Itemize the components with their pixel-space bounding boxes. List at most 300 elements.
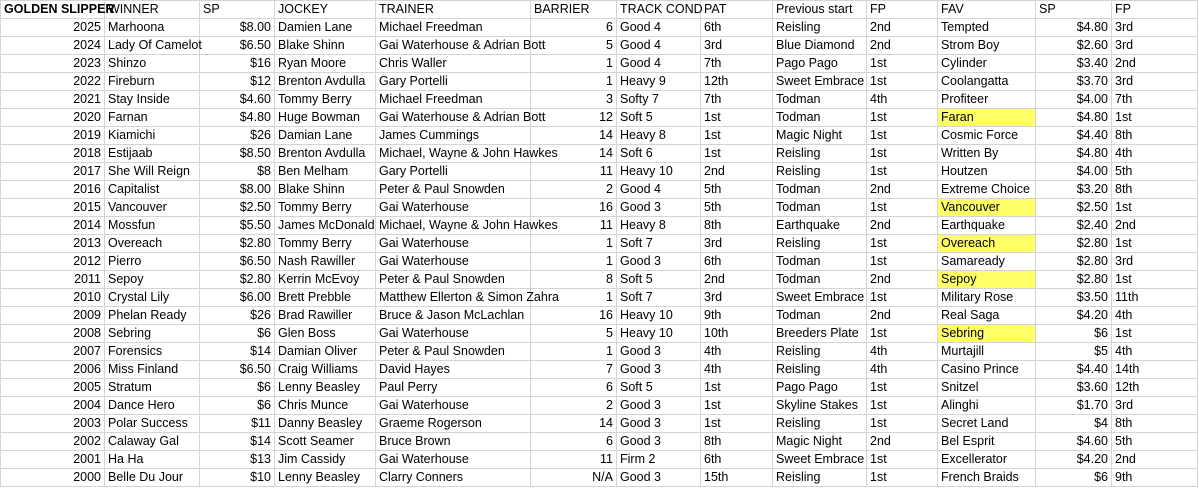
- header-fp[interactable]: FP: [867, 1, 938, 19]
- cell-fp[interactable]: 1st: [867, 235, 938, 253]
- cell-year[interactable]: 2009: [1, 307, 105, 325]
- cell-fp[interactable]: 1st: [867, 145, 938, 163]
- cell-fav-fp[interactable]: 7th: [1112, 91, 1198, 109]
- cell-fav-fp[interactable]: 1st: [1112, 325, 1198, 343]
- cell-previous-start[interactable]: Todman: [773, 91, 867, 109]
- cell-jockey[interactable]: Nash Rawiller: [275, 253, 376, 271]
- cell-trainer[interactable]: Michael Freedman: [376, 19, 531, 37]
- cell-previous-start[interactable]: Todman: [773, 307, 867, 325]
- cell-winner[interactable]: Pierro: [105, 253, 200, 271]
- cell-fav[interactable]: Written By: [938, 145, 1036, 163]
- cell-fav[interactable]: Murtajill: [938, 343, 1036, 361]
- cell-year[interactable]: 2020: [1, 109, 105, 127]
- cell-fp[interactable]: 1st: [867, 109, 938, 127]
- header-fav-fp[interactable]: FP: [1112, 1, 1198, 19]
- header-sp[interactable]: SP: [200, 1, 275, 19]
- cell-pat[interactable]: 1st: [701, 127, 773, 145]
- cell-winner[interactable]: Fireburn: [105, 73, 200, 91]
- cell-winner[interactable]: Mossfun: [105, 217, 200, 235]
- cell-trainer[interactable]: Michael, Wayne & John Hawkes: [376, 145, 531, 163]
- cell-fav[interactable]: Earthquake: [938, 217, 1036, 235]
- cell-pat[interactable]: 12th: [701, 73, 773, 91]
- cell-fp[interactable]: 2nd: [867, 19, 938, 37]
- cell-track-cond[interactable]: Good 3: [617, 343, 701, 361]
- header-previous-start[interactable]: Previous start: [773, 1, 867, 19]
- cell-barrier[interactable]: 11: [531, 451, 617, 469]
- cell-fp[interactable]: 4th: [867, 91, 938, 109]
- cell-winner[interactable]: Kiamichi: [105, 127, 200, 145]
- cell-winner[interactable]: Lady Of Camelot: [105, 37, 200, 55]
- cell-winner[interactable]: Phelan Ready: [105, 307, 200, 325]
- cell-fav-sp[interactable]: $3.60: [1036, 379, 1112, 397]
- cell-barrier[interactable]: 7: [531, 361, 617, 379]
- cell-track-cond[interactable]: Heavy 8: [617, 217, 701, 235]
- cell-fav[interactable]: Military Rose: [938, 289, 1036, 307]
- cell-fav[interactable]: Sepoy: [938, 271, 1036, 289]
- cell-barrier[interactable]: 11: [531, 163, 617, 181]
- cell-fav[interactable]: Alinghi: [938, 397, 1036, 415]
- header-fav[interactable]: FAV: [938, 1, 1036, 19]
- cell-fp[interactable]: 1st: [867, 325, 938, 343]
- cell-sp[interactable]: $6: [200, 397, 275, 415]
- cell-trainer[interactable]: Michael, Wayne & John Hawkes: [376, 217, 531, 235]
- cell-pat[interactable]: 1st: [701, 145, 773, 163]
- cell-trainer[interactable]: James Cummings: [376, 127, 531, 145]
- cell-year[interactable]: 2023: [1, 55, 105, 73]
- cell-fav[interactable]: Houtzen: [938, 163, 1036, 181]
- cell-year[interactable]: 2007: [1, 343, 105, 361]
- cell-trainer[interactable]: Bruce Brown: [376, 433, 531, 451]
- cell-year[interactable]: 2001: [1, 451, 105, 469]
- cell-jockey[interactable]: Jim Cassidy: [275, 451, 376, 469]
- cell-year[interactable]: 2011: [1, 271, 105, 289]
- cell-trainer[interactable]: Gary Portelli: [376, 163, 531, 181]
- cell-fav-sp[interactable]: $6: [1036, 469, 1112, 487]
- cell-track-cond[interactable]: Soft 7: [617, 235, 701, 253]
- cell-track-cond[interactable]: Good 3: [617, 361, 701, 379]
- cell-barrier[interactable]: 2: [531, 181, 617, 199]
- cell-track-cond[interactable]: Good 3: [617, 253, 701, 271]
- cell-winner[interactable]: Ha Ha: [105, 451, 200, 469]
- cell-winner[interactable]: Vancouver: [105, 199, 200, 217]
- cell-fp[interactable]: 1st: [867, 73, 938, 91]
- cell-fav[interactable]: Faran: [938, 109, 1036, 127]
- header-jockey[interactable]: JOCKEY: [275, 1, 376, 19]
- cell-sp[interactable]: $6.50: [200, 361, 275, 379]
- cell-year[interactable]: 2021: [1, 91, 105, 109]
- cell-year[interactable]: 2003: [1, 415, 105, 433]
- cell-barrier[interactable]: 5: [531, 325, 617, 343]
- cell-jockey[interactable]: Kerrin McEvoy: [275, 271, 376, 289]
- cell-fav[interactable]: Cosmic Force: [938, 127, 1036, 145]
- cell-fp[interactable]: 1st: [867, 163, 938, 181]
- cell-trainer[interactable]: Gai Waterhouse: [376, 451, 531, 469]
- cell-trainer[interactable]: Peter & Paul Snowden: [376, 181, 531, 199]
- cell-fav[interactable]: Profiteer: [938, 91, 1036, 109]
- cell-winner[interactable]: Forensics: [105, 343, 200, 361]
- cell-year[interactable]: 2015: [1, 199, 105, 217]
- cell-previous-start[interactable]: Breeders Plate: [773, 325, 867, 343]
- cell-track-cond[interactable]: Good 3: [617, 469, 701, 487]
- cell-sp[interactable]: $2.80: [200, 271, 275, 289]
- cell-barrier[interactable]: 6: [531, 379, 617, 397]
- cell-pat[interactable]: 1st: [701, 415, 773, 433]
- cell-jockey[interactable]: Chris Munce: [275, 397, 376, 415]
- cell-pat[interactable]: 5th: [701, 181, 773, 199]
- cell-sp[interactable]: $6.50: [200, 253, 275, 271]
- cell-fav-sp[interactable]: $4.20: [1036, 307, 1112, 325]
- cell-pat[interactable]: 8th: [701, 217, 773, 235]
- cell-pat[interactable]: 6th: [701, 19, 773, 37]
- cell-jockey[interactable]: Ryan Moore: [275, 55, 376, 73]
- cell-sp[interactable]: $6: [200, 379, 275, 397]
- cell-track-cond[interactable]: Soft 5: [617, 271, 701, 289]
- cell-fp[interactable]: 1st: [867, 55, 938, 73]
- cell-pat[interactable]: 3rd: [701, 37, 773, 55]
- cell-barrier[interactable]: 8: [531, 271, 617, 289]
- cell-track-cond[interactable]: Good 3: [617, 397, 701, 415]
- cell-fav[interactable]: Cylinder: [938, 55, 1036, 73]
- cell-fav-fp[interactable]: 4th: [1112, 307, 1198, 325]
- cell-pat[interactable]: 1st: [701, 379, 773, 397]
- header-winner[interactable]: WINNER: [105, 1, 200, 19]
- cell-fav-sp[interactable]: $4.00: [1036, 91, 1112, 109]
- cell-year[interactable]: 2019: [1, 127, 105, 145]
- cell-fp[interactable]: 2nd: [867, 181, 938, 199]
- header-trainer[interactable]: TRAINER: [376, 1, 531, 19]
- cell-sp[interactable]: $6: [200, 325, 275, 343]
- cell-fav-sp[interactable]: $2.60: [1036, 37, 1112, 55]
- cell-track-cond[interactable]: Heavy 8: [617, 127, 701, 145]
- cell-fav-fp[interactable]: 3rd: [1112, 397, 1198, 415]
- cell-winner[interactable]: Miss Finland: [105, 361, 200, 379]
- cell-previous-start[interactable]: Blue Diamond: [773, 37, 867, 55]
- cell-trainer[interactable]: Matthew Ellerton & Simon Zahra: [376, 289, 531, 307]
- cell-trainer[interactable]: Gai Waterhouse: [376, 325, 531, 343]
- cell-trainer[interactable]: Gary Portelli: [376, 73, 531, 91]
- cell-trainer[interactable]: David Hayes: [376, 361, 531, 379]
- cell-fav-fp[interactable]: 3rd: [1112, 73, 1198, 91]
- cell-pat[interactable]: 4th: [701, 361, 773, 379]
- cell-pat[interactable]: 2nd: [701, 163, 773, 181]
- cell-fav-sp[interactable]: $6: [1036, 325, 1112, 343]
- cell-sp[interactable]: $6.50: [200, 37, 275, 55]
- cell-sp[interactable]: $8.00: [200, 181, 275, 199]
- cell-trainer[interactable]: Gai Waterhouse: [376, 199, 531, 217]
- cell-previous-start[interactable]: Reisling: [773, 19, 867, 37]
- cell-jockey[interactable]: Brett Prebble: [275, 289, 376, 307]
- cell-fav-fp[interactable]: 14th: [1112, 361, 1198, 379]
- cell-jockey[interactable]: Brenton Avdulla: [275, 145, 376, 163]
- cell-track-cond[interactable]: Firm 2: [617, 451, 701, 469]
- cell-fav-sp[interactable]: $4.20: [1036, 451, 1112, 469]
- cell-fp[interactable]: 2nd: [867, 217, 938, 235]
- cell-barrier[interactable]: 16: [531, 199, 617, 217]
- cell-trainer[interactable]: Gai Waterhouse: [376, 235, 531, 253]
- cell-track-cond[interactable]: Softy 7: [617, 91, 701, 109]
- cell-sp[interactable]: $2.80: [200, 235, 275, 253]
- cell-barrier[interactable]: 14: [531, 415, 617, 433]
- cell-barrier[interactable]: 1: [531, 55, 617, 73]
- cell-fav-sp[interactable]: $4.60: [1036, 433, 1112, 451]
- cell-track-cond[interactable]: Good 4: [617, 181, 701, 199]
- cell-fav-sp[interactable]: $4.40: [1036, 361, 1112, 379]
- cell-fav[interactable]: Snitzel: [938, 379, 1036, 397]
- cell-fav-sp[interactable]: $4.80: [1036, 109, 1112, 127]
- cell-sp[interactable]: $2.50: [200, 199, 275, 217]
- cell-previous-start[interactable]: Reisling: [773, 469, 867, 487]
- cell-pat[interactable]: 5th: [701, 199, 773, 217]
- cell-barrier[interactable]: 3: [531, 91, 617, 109]
- cell-track-cond[interactable]: Heavy 9: [617, 73, 701, 91]
- cell-winner[interactable]: Sebring: [105, 325, 200, 343]
- cell-fav-fp[interactable]: 5th: [1112, 163, 1198, 181]
- cell-fav[interactable]: Vancouver: [938, 199, 1036, 217]
- cell-year[interactable]: 2008: [1, 325, 105, 343]
- cell-pat[interactable]: 4th: [701, 343, 773, 361]
- cell-pat[interactable]: 6th: [701, 253, 773, 271]
- cell-trainer[interactable]: Gai Waterhouse: [376, 253, 531, 271]
- cell-barrier[interactable]: N/A: [531, 469, 617, 487]
- cell-winner[interactable]: Stay Inside: [105, 91, 200, 109]
- cell-winner[interactable]: Crystal Lily: [105, 289, 200, 307]
- cell-pat[interactable]: 8th: [701, 433, 773, 451]
- cell-fav-fp[interactable]: 11th: [1112, 289, 1198, 307]
- cell-jockey[interactable]: Huge Bowman: [275, 109, 376, 127]
- cell-pat[interactable]: 1st: [701, 397, 773, 415]
- cell-winner[interactable]: Marhoona: [105, 19, 200, 37]
- cell-winner[interactable]: Shinzo: [105, 55, 200, 73]
- cell-year[interactable]: 2012: [1, 253, 105, 271]
- cell-fav-sp[interactable]: $2.40: [1036, 217, 1112, 235]
- cell-track-cond[interactable]: Good 4: [617, 55, 701, 73]
- cell-previous-start[interactable]: Todman: [773, 253, 867, 271]
- cell-year[interactable]: 2010: [1, 289, 105, 307]
- cell-jockey[interactable]: Lenny Beasley: [275, 469, 376, 487]
- cell-track-cond[interactable]: Soft 5: [617, 109, 701, 127]
- cell-track-cond[interactable]: Heavy 10: [617, 163, 701, 181]
- cell-previous-start[interactable]: Todman: [773, 271, 867, 289]
- cell-fav[interactable]: Excellerator: [938, 451, 1036, 469]
- cell-track-cond[interactable]: Heavy 10: [617, 307, 701, 325]
- cell-pat[interactable]: 6th: [701, 451, 773, 469]
- cell-jockey[interactable]: Tommy Berry: [275, 235, 376, 253]
- cell-pat[interactable]: 2nd: [701, 271, 773, 289]
- cell-winner[interactable]: Overeach: [105, 235, 200, 253]
- header-barrier[interactable]: BARRIER: [531, 1, 617, 19]
- cell-fav-sp[interactable]: $4.00: [1036, 163, 1112, 181]
- cell-fp[interactable]: 1st: [867, 199, 938, 217]
- cell-barrier[interactable]: 12: [531, 109, 617, 127]
- cell-fav[interactable]: Bel Esprit: [938, 433, 1036, 451]
- cell-year[interactable]: 2000: [1, 469, 105, 487]
- cell-fav-sp[interactable]: $4.40: [1036, 127, 1112, 145]
- cell-year[interactable]: 2014: [1, 217, 105, 235]
- cell-trainer[interactable]: Michael Freedman: [376, 91, 531, 109]
- cell-barrier[interactable]: 1: [531, 235, 617, 253]
- cell-fav-sp[interactable]: $3.40: [1036, 55, 1112, 73]
- cell-barrier[interactable]: 1: [531, 73, 617, 91]
- cell-fav-fp[interactable]: 1st: [1112, 235, 1198, 253]
- cell-jockey[interactable]: Brenton Avdulla: [275, 73, 376, 91]
- cell-fav-fp[interactable]: 12th: [1112, 379, 1198, 397]
- cell-trainer[interactable]: Clarry Conners: [376, 469, 531, 487]
- cell-trainer[interactable]: Graeme Rogerson: [376, 415, 531, 433]
- cell-winner[interactable]: Stratum: [105, 379, 200, 397]
- header-fav-sp[interactable]: SP: [1036, 1, 1112, 19]
- cell-fav[interactable]: French Braids: [938, 469, 1036, 487]
- cell-jockey[interactable]: Damien Lane: [275, 19, 376, 37]
- cell-sp[interactable]: $8.50: [200, 145, 275, 163]
- cell-previous-start[interactable]: Pago Pago: [773, 379, 867, 397]
- cell-previous-start[interactable]: Reisling: [773, 361, 867, 379]
- cell-fp[interactable]: 2nd: [867, 433, 938, 451]
- cell-track-cond[interactable]: Good 3: [617, 415, 701, 433]
- cell-year[interactable]: 2006: [1, 361, 105, 379]
- cell-jockey[interactable]: Tommy Berry: [275, 91, 376, 109]
- cell-previous-start[interactable]: Reisling: [773, 343, 867, 361]
- cell-pat[interactable]: 7th: [701, 91, 773, 109]
- cell-fav[interactable]: Sebring: [938, 325, 1036, 343]
- cell-jockey[interactable]: Brad Rawiller: [275, 307, 376, 325]
- cell-track-cond[interactable]: Good 3: [617, 199, 701, 217]
- cell-jockey[interactable]: Damian Lane: [275, 127, 376, 145]
- cell-fp[interactable]: 1st: [867, 253, 938, 271]
- cell-fav-fp[interactable]: 5th: [1112, 433, 1198, 451]
- cell-fav-sp[interactable]: $2.50: [1036, 199, 1112, 217]
- cell-previous-start[interactable]: Earthquake: [773, 217, 867, 235]
- cell-fav-fp[interactable]: 8th: [1112, 181, 1198, 199]
- cell-year[interactable]: 2017: [1, 163, 105, 181]
- cell-trainer[interactable]: Peter & Paul Snowden: [376, 343, 531, 361]
- cell-sp[interactable]: $11: [200, 415, 275, 433]
- cell-year[interactable]: 2004: [1, 397, 105, 415]
- cell-track-cond[interactable]: Soft 7: [617, 289, 701, 307]
- cell-winner[interactable]: Dance Hero: [105, 397, 200, 415]
- cell-previous-start[interactable]: Sweet Embrace: [773, 451, 867, 469]
- cell-fp[interactable]: 1st: [867, 469, 938, 487]
- cell-previous-start[interactable]: Magic Night: [773, 433, 867, 451]
- cell-year[interactable]: 2018: [1, 145, 105, 163]
- cell-previous-start[interactable]: Todman: [773, 199, 867, 217]
- cell-fav-fp[interactable]: 8th: [1112, 415, 1198, 433]
- cell-fav[interactable]: Secret Land: [938, 415, 1036, 433]
- cell-fav-fp[interactable]: 3rd: [1112, 253, 1198, 271]
- header-pat[interactable]: PAT: [701, 1, 773, 19]
- cell-fav-fp[interactable]: 1st: [1112, 271, 1198, 289]
- cell-fp[interactable]: 1st: [867, 397, 938, 415]
- cell-trainer[interactable]: Gai Waterhouse: [376, 397, 531, 415]
- cell-fav-fp[interactable]: 3rd: [1112, 37, 1198, 55]
- cell-barrier[interactable]: 16: [531, 307, 617, 325]
- cell-barrier[interactable]: 14: [531, 127, 617, 145]
- cell-trainer[interactable]: Bruce & Jason McLachlan: [376, 307, 531, 325]
- cell-previous-start[interactable]: Sweet Embrace: [773, 73, 867, 91]
- cell-sp[interactable]: $16: [200, 55, 275, 73]
- cell-fav[interactable]: Strom Boy: [938, 37, 1036, 55]
- cell-barrier[interactable]: 2: [531, 397, 617, 415]
- cell-pat[interactable]: 15th: [701, 469, 773, 487]
- cell-pat[interactable]: 10th: [701, 325, 773, 343]
- cell-trainer[interactable]: Chris Waller: [376, 55, 531, 73]
- cell-jockey[interactable]: Scott Seamer: [275, 433, 376, 451]
- cell-sp[interactable]: $8.00: [200, 19, 275, 37]
- cell-sp[interactable]: $4.60: [200, 91, 275, 109]
- cell-fav-fp[interactable]: 2nd: [1112, 217, 1198, 235]
- cell-previous-start[interactable]: Reisling: [773, 415, 867, 433]
- cell-previous-start[interactable]: Reisling: [773, 145, 867, 163]
- cell-winner[interactable]: Capitalist: [105, 181, 200, 199]
- cell-fav-fp[interactable]: 8th: [1112, 127, 1198, 145]
- cell-jockey[interactable]: Danny Beasley: [275, 415, 376, 433]
- cell-fav[interactable]: Samaready: [938, 253, 1036, 271]
- cell-previous-start[interactable]: Reisling: [773, 163, 867, 181]
- cell-barrier[interactable]: 6: [531, 19, 617, 37]
- cell-jockey[interactable]: James McDonald: [275, 217, 376, 235]
- cell-year[interactable]: 2024: [1, 37, 105, 55]
- cell-fp[interactable]: 2nd: [867, 307, 938, 325]
- cell-barrier[interactable]: 1: [531, 343, 617, 361]
- cell-sp[interactable]: $4.80: [200, 109, 275, 127]
- cell-barrier[interactable]: 11: [531, 217, 617, 235]
- cell-fav-sp[interactable]: $4.80: [1036, 145, 1112, 163]
- cell-winner[interactable]: Polar Success: [105, 415, 200, 433]
- header-track-cond[interactable]: TRACK COND: [617, 1, 701, 19]
- cell-previous-start[interactable]: Reisling: [773, 235, 867, 253]
- cell-fav-sp[interactable]: $3.20: [1036, 181, 1112, 199]
- cell-year[interactable]: 2022: [1, 73, 105, 91]
- cell-fp[interactable]: 1st: [867, 415, 938, 433]
- cell-jockey[interactable]: Tommy Berry: [275, 199, 376, 217]
- cell-fav[interactable]: Overeach: [938, 235, 1036, 253]
- cell-jockey[interactable]: Lenny Beasley: [275, 379, 376, 397]
- cell-barrier[interactable]: 14: [531, 145, 617, 163]
- cell-year[interactable]: 2025: [1, 19, 105, 37]
- cell-barrier[interactable]: 6: [531, 433, 617, 451]
- cell-sp[interactable]: $8: [200, 163, 275, 181]
- cell-fav-fp[interactable]: 1st: [1112, 109, 1198, 127]
- cell-jockey[interactable]: Blake Shinn: [275, 181, 376, 199]
- cell-winner[interactable]: Belle Du Jour: [105, 469, 200, 487]
- cell-previous-start[interactable]: Pago Pago: [773, 55, 867, 73]
- cell-fav-sp[interactable]: $2.80: [1036, 271, 1112, 289]
- cell-previous-start[interactable]: Magic Night: [773, 127, 867, 145]
- cell-fav-sp[interactable]: $5: [1036, 343, 1112, 361]
- cell-barrier[interactable]: 1: [531, 289, 617, 307]
- cell-sp[interactable]: $12: [200, 73, 275, 91]
- cell-track-cond[interactable]: Good 4: [617, 19, 701, 37]
- cell-fav-fp[interactable]: 2nd: [1112, 55, 1198, 73]
- cell-fp[interactable]: 1st: [867, 127, 938, 145]
- cell-fav-sp[interactable]: $1.70: [1036, 397, 1112, 415]
- cell-year[interactable]: 2016: [1, 181, 105, 199]
- cell-sp[interactable]: $26: [200, 307, 275, 325]
- cell-track-cond[interactable]: Good 3: [617, 433, 701, 451]
- cell-fav-fp[interactable]: 2nd: [1112, 451, 1198, 469]
- cell-fav[interactable]: Tempted: [938, 19, 1036, 37]
- cell-barrier[interactable]: 5: [531, 37, 617, 55]
- cell-jockey[interactable]: Ben Melham: [275, 163, 376, 181]
- cell-track-cond[interactable]: Heavy 10: [617, 325, 701, 343]
- cell-sp[interactable]: $10: [200, 469, 275, 487]
- cell-fp[interactable]: 1st: [867, 379, 938, 397]
- cell-fav-sp[interactable]: $3.70: [1036, 73, 1112, 91]
- cell-sp[interactable]: $14: [200, 433, 275, 451]
- cell-winner[interactable]: Farnan: [105, 109, 200, 127]
- cell-fav[interactable]: Coolangatta: [938, 73, 1036, 91]
- cell-fav[interactable]: Real Saga: [938, 307, 1036, 325]
- cell-sp[interactable]: $6.00: [200, 289, 275, 307]
